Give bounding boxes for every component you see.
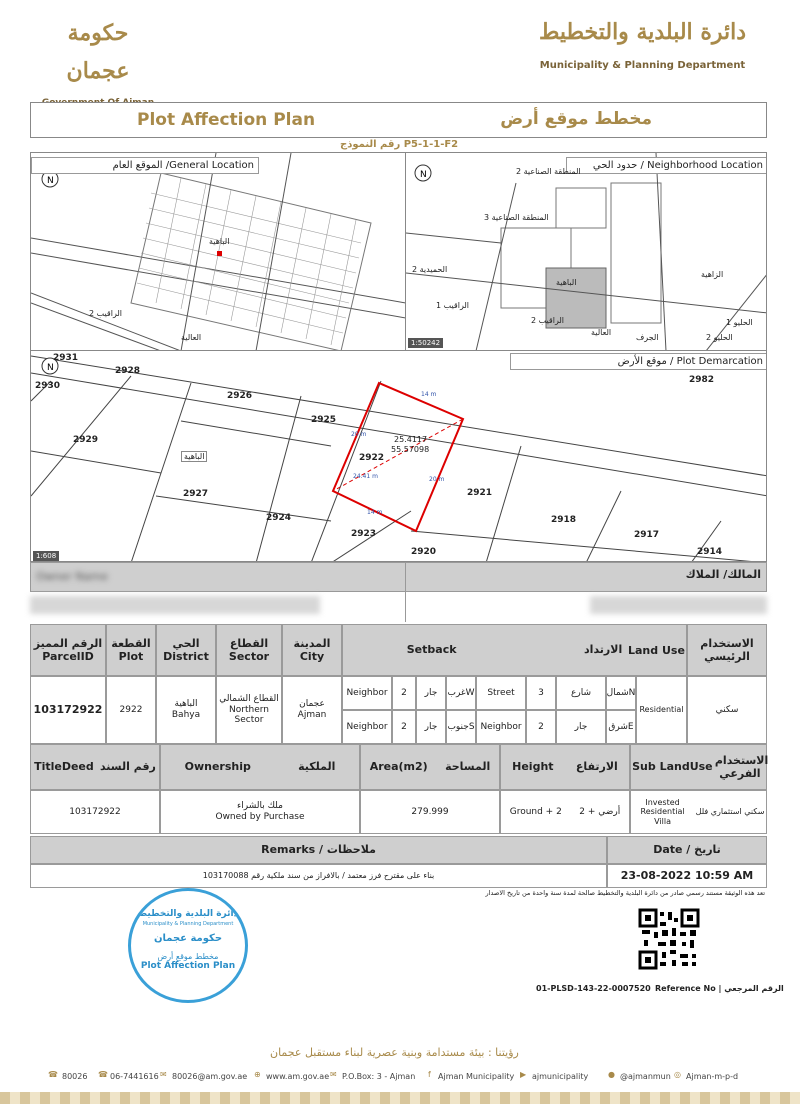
plot-value: 2922 [106, 676, 156, 744]
owner-row [30, 562, 767, 622]
sector-value [216, 676, 282, 744]
height-header-ar: الارتفاع [575, 760, 618, 774]
sector-value-en: Northern Sector [229, 704, 269, 726]
plot-number: 2921 [467, 488, 493, 498]
neighborhood-label-9: الحليو 1 [726, 318, 753, 327]
title-en: Plot Affection Plan [137, 110, 316, 130]
selected-plot-number: 2922 [359, 453, 385, 463]
neighborhood-label-6: العالية [591, 328, 612, 337]
general-location-drawing [31, 153, 406, 351]
sector-header-ar: القطاع [229, 636, 269, 650]
sublanduse-value-en: Invested Residential Villa [640, 797, 685, 826]
plot-dim: 24.41 m [353, 473, 378, 480]
setback-e-val: 2 [526, 710, 556, 744]
setback-n-dir: شمالN [606, 676, 636, 710]
title-ar: مخطط موقع أرض [500, 109, 652, 129]
plot-number: 2920 [411, 547, 437, 557]
city-header-ar: المدينة [293, 636, 331, 650]
parcel-id-header-en: ParcelID [42, 650, 94, 663]
plot-number: 2924 [266, 513, 292, 523]
parcel-id-header [30, 624, 106, 676]
neighborhood-label-4: الراقيب 2 [531, 316, 565, 325]
height-value [500, 790, 630, 834]
titledeed-header [30, 744, 160, 790]
setback-header-en: Setback [406, 643, 457, 657]
footer-bar [30, 1066, 770, 1088]
plot-number: 2982 [689, 375, 715, 385]
plot-number: 2918 [551, 515, 577, 525]
city-header-en: City [299, 650, 325, 663]
footer-youtube-icon: ▶ [520, 1070, 527, 1079]
footer-web-icon: ⊕ [254, 1070, 261, 1079]
setback-s-type: Neighbor [342, 710, 392, 744]
remarks-header: Remarks / ملاحظات [30, 836, 607, 864]
sublanduse-value-ar: سكني استثماري فلل [695, 807, 765, 817]
owner-divider [405, 562, 406, 622]
general-location-title: General Location/ الموقع العام [31, 157, 259, 174]
height-header [500, 744, 630, 790]
stamp-ar: مخطط موقع أرض [157, 952, 219, 961]
reference-label: Reference No | الرقم المرجعي [655, 984, 784, 993]
plot-dim: 14 m [421, 391, 437, 398]
area-value: 279.999 [360, 790, 500, 834]
svg-text:N: N [47, 176, 54, 186]
qr-code[interactable] [638, 908, 700, 970]
setback-header-ar: الارتداد [584, 643, 623, 657]
government-logo-ar: حكومة عجمان [66, 20, 130, 84]
plot-number: 2930 [35, 381, 61, 391]
sublanduse-header-en: Sub LandUse [632, 760, 713, 774]
plot-demarcation-map [31, 351, 767, 562]
area-header-en: Area(m2) [369, 760, 428, 774]
sublanduse-header-ar: الاستخدام الفرعي [714, 753, 769, 780]
district-value-en: Bahya [171, 710, 201, 720]
height-value-ar: أرضي + 2 [579, 806, 621, 817]
neighborhood-label-5: الباهية [556, 278, 577, 287]
date-value: 23-08-2022 10:59 AM [607, 864, 767, 888]
district-value [156, 676, 216, 744]
neighborhood-scale: 1:50242 [408, 338, 443, 348]
setback-s-val: 2 [392, 710, 416, 744]
neighborhood-label-3: الراقيب 1 [436, 301, 470, 310]
neighborhood-label-0: المنطقة الصناعية 2 [516, 167, 581, 176]
footer-mail-icon: ✉ [160, 1070, 167, 1079]
neighborhood-label-8: الحليو 2 [706, 333, 733, 342]
plot-number: 2929 [73, 435, 99, 445]
neighborhood-label-7: الجرف [636, 333, 659, 342]
owner-name-redacted-3 [590, 596, 767, 614]
plot-number: 2917 [634, 530, 660, 540]
ownership-value-ar: ملك بالشراء [237, 801, 283, 812]
owner-label: المالك/ الملاك [685, 568, 761, 581]
plot-number: 2926 [227, 391, 253, 401]
plot-coord-lat: 25.4117 [394, 435, 428, 444]
landuse-value-en: Residential [636, 676, 687, 744]
stamp-sub: Municipality & Planning Department [142, 921, 234, 927]
height-value-en: Ground + 2 [509, 806, 562, 817]
sector-value-ar: القطاع الشمالي [219, 693, 279, 704]
ownership-header-ar: الملكية [298, 760, 336, 774]
titledeed-value: 103172922 [30, 790, 160, 834]
footer-facebook-icon: f [428, 1070, 431, 1079]
footer-fax-icon: ☎ [98, 1070, 108, 1079]
setback-n-ar: شارع [556, 676, 606, 710]
ownership-header-en: Ownership [184, 760, 251, 774]
footer-item: P.O.Box: 3 - Ajman [342, 1072, 416, 1081]
city-value [282, 676, 342, 744]
municipality-logo [530, 12, 755, 84]
plot-scale: 1:608 [33, 551, 59, 561]
general-label-0: الباهية [209, 237, 230, 246]
district-header [156, 624, 216, 676]
svg-text:N: N [420, 170, 427, 180]
footer-twitter-icon: ● [608, 1070, 615, 1079]
footer-vision: رؤيتنا : بيئة مستدامة وبنية عصرية لبناء مستقبل عجمان [270, 1046, 519, 1059]
setback-s-dir: جنوبS [446, 710, 476, 744]
plot-header-en: Plot [118, 650, 144, 663]
neighborhood-map [406, 153, 767, 351]
setback-w-val: 2 [392, 676, 416, 710]
plot-dim: 20 m [429, 476, 445, 483]
plot-number: 2914 [697, 547, 723, 557]
plot-demarcation-title: Plot Demarcation / موقع الأرض [510, 353, 767, 370]
parcel-table [30, 624, 767, 744]
neighborhood-drawing [406, 153, 767, 351]
footer-instagram-icon: ◎ [674, 1070, 681, 1079]
owner-label-bar [30, 562, 767, 592]
footer-item[interactable]: www.am.gov.ae [266, 1072, 330, 1081]
parcel-id-value: 103172922 [30, 676, 106, 744]
general-label-2: العالية [181, 333, 202, 342]
sector-header-en: Sector [228, 650, 270, 663]
setback-e-dir: شرقE [606, 710, 636, 744]
footer-pattern [0, 1092, 800, 1104]
footer-item[interactable]: ajmunicipality [532, 1072, 589, 1081]
city-header [282, 624, 342, 676]
owner-name-redacted-2 [30, 596, 320, 614]
footer-item: 06-7441616 [110, 1072, 159, 1081]
footer-item[interactable]: Ajman-m-p-d [686, 1072, 739, 1081]
footer-item[interactable]: 80026@am.gov.ae [172, 1072, 248, 1081]
neighborhood-title: Neighborhood Location / حدود الحي [566, 157, 767, 174]
plot-number: 2923 [351, 529, 377, 539]
height-header-en: Height [512, 760, 554, 774]
footer-pobox-icon: ✉ [330, 1070, 337, 1079]
title-bar [30, 102, 767, 138]
setback-n-val: 3 [526, 676, 556, 710]
plot-coord-lon: 55.57098 [391, 445, 430, 454]
plot-number: 2931 [53, 353, 79, 363]
sublanduse-value [630, 790, 767, 834]
landuse-header-ar: الاستخدام الرئيسي [700, 636, 754, 663]
government-logo [38, 14, 158, 84]
parcel-id-header-ar: الرقم المميز [33, 636, 103, 650]
setback-w-dir: غربW [446, 676, 476, 710]
footer-item: 80026 [62, 1072, 88, 1081]
form-number: P5-1-1-F2 رقم النموذج [340, 139, 459, 150]
municipality-logo-ar: دائرة البلدية والتخطيط [538, 19, 747, 45]
title-table [30, 744, 767, 834]
plot-header-ar: القطعة [111, 636, 151, 650]
city-value-ar: عجمان [299, 699, 325, 710]
landuse-header [687, 624, 767, 676]
ownership-header [160, 744, 360, 790]
footer-item[interactable]: @ajmanmun [620, 1072, 671, 1081]
setback-n-type: Street [476, 676, 526, 710]
setback-e-ar: جار [556, 710, 606, 744]
date-header: Date / تاريخ [607, 836, 767, 864]
ownership-value [160, 790, 360, 834]
area-header [360, 744, 500, 790]
sector-header [216, 624, 282, 676]
svg-text:N: N [47, 363, 54, 373]
area-header-ar: المساحة [445, 760, 491, 774]
municipality-logo-en: Municipality & Planning Department [539, 60, 746, 71]
owner-name: Owner Name [36, 570, 108, 583]
neighborhood-label-1: المنطقة الصناعية 3 [484, 213, 549, 222]
neighborhood-label-2: الحميدية 2 [412, 265, 448, 274]
setback-s-ar: جار [416, 710, 446, 744]
validity-note: تعد هذه الوثيقة مستند رسمي صادر من دائرة البلدية والتخطيط صالحة لمدة سنة واحدة من تاريخ الاصدار [485, 889, 765, 897]
setback-e-type: Neighbor [476, 710, 526, 744]
district-value-ar: الباهية [174, 699, 198, 710]
plot-dim: 14 m [367, 509, 383, 516]
setback-w-type: Neighbor [342, 676, 392, 710]
landuse-value-ar: سكني [687, 676, 767, 744]
plot-number: 2928 [115, 366, 141, 376]
plot-number: 2925 [311, 415, 337, 425]
general-location-map [31, 153, 406, 351]
qr-code-graphic [638, 908, 700, 970]
remarks-section [30, 836, 767, 888]
footer-phone-icon: ☎ [48, 1070, 58, 1079]
plot-area-label: الباهية [181, 451, 207, 462]
titledeed-header-en: TitleDeed [34, 760, 94, 774]
maps-area [30, 152, 767, 562]
ownership-value-en: Owned by Purchase [215, 812, 305, 822]
plot-header [106, 624, 156, 676]
stamp-mid: حكومة عجمان [153, 933, 223, 944]
stamp-top: دائرة البلدية والتخطيط [137, 909, 239, 919]
footer-item[interactable]: Ajman Municipality [438, 1072, 515, 1081]
neighborhood-label-10: الزاهية [701, 270, 724, 279]
district-header-en: District [163, 650, 209, 663]
sublanduse-header [630, 744, 767, 790]
official-stamp [128, 888, 248, 1003]
general-label-1: الراقيب 2 [89, 309, 123, 318]
plot-dim: 20 m [351, 431, 367, 438]
district-header-ar: الحي [172, 636, 200, 650]
landuse-header-en: Land Use [628, 644, 685, 657]
titledeed-header-ar: رقم السند [99, 760, 156, 774]
reference-code: 01-PLSD-143-22-0007520 [536, 984, 651, 993]
city-value-en: Ajman [297, 710, 327, 720]
setback-w-ar: جار [416, 676, 446, 710]
remarks-text: بناء على مقترح فرز معتمد / بالافراز من سند ملكية رقم 103170088 [30, 864, 607, 888]
stamp-en: Plot Affection Plan [140, 961, 236, 971]
plot-number: 2927 [183, 489, 209, 499]
